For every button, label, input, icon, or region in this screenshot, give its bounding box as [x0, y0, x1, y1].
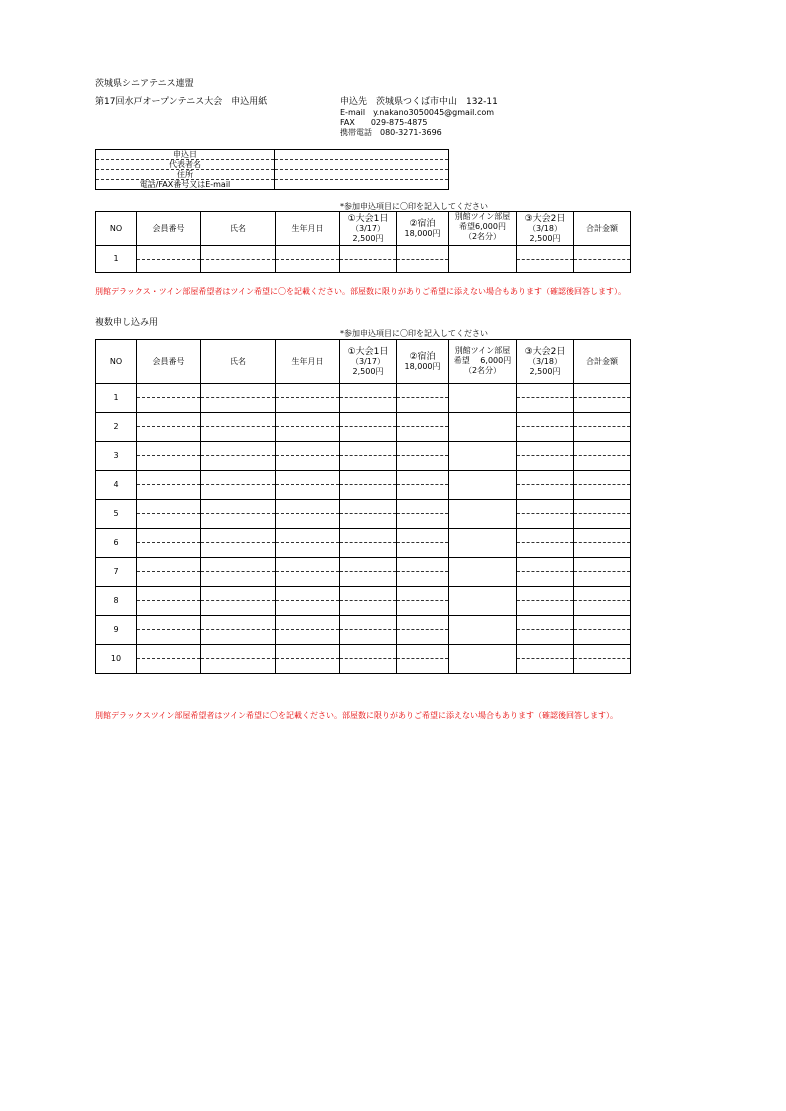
birth-cell[interactable] [276, 442, 340, 456]
org-name: 茨城県シニアテニス連盟 [95, 79, 194, 89]
header-day2-date: （3/18） [528, 356, 562, 366]
date-field[interactable] [275, 150, 449, 160]
day2-cell[interactable] [517, 558, 574, 572]
total-cell[interactable] [574, 659, 631, 674]
total-cell[interactable] [574, 427, 631, 442]
row-number: 5 [96, 500, 137, 529]
birth-cell[interactable] [276, 659, 340, 674]
row-number: 10 [96, 645, 137, 674]
name-cell[interactable] [201, 442, 276, 456]
name-cell[interactable] [201, 601, 276, 616]
header-no: NO [96, 340, 137, 384]
annex-cell[interactable] [449, 616, 517, 645]
member-no-cell[interactable] [137, 543, 201, 558]
day2-cell[interactable] [517, 572, 574, 587]
member-no-cell[interactable] [137, 260, 201, 273]
stay-cell[interactable] [397, 616, 449, 630]
entry-row-lower [96, 572, 631, 587]
total-cell[interactable] [574, 543, 631, 558]
day2-cell[interactable] [517, 427, 574, 442]
stay-cell[interactable] [397, 246, 449, 260]
stay-cell[interactable] [397, 543, 449, 558]
address-field[interactable] [275, 170, 449, 180]
name-cell[interactable] [201, 572, 276, 587]
name-cell[interactable] [201, 543, 276, 558]
member-no-cell[interactable] [137, 645, 201, 659]
header-member-no: 会員番号 [137, 212, 201, 246]
row-number: 3 [96, 442, 137, 471]
day1-cell[interactable] [340, 456, 397, 471]
birth-cell[interactable] [276, 398, 340, 413]
total-cell[interactable] [574, 514, 631, 529]
total-cell[interactable] [574, 398, 631, 413]
total-cell[interactable] [574, 645, 631, 659]
name-cell[interactable] [201, 659, 276, 674]
member-no-cell[interactable] [137, 427, 201, 442]
row-number: 8 [96, 587, 137, 616]
day1-cell[interactable] [340, 558, 397, 572]
birth-cell[interactable] [276, 645, 340, 659]
name-cell[interactable] [201, 645, 276, 659]
day2-cell[interactable] [517, 616, 574, 630]
total-cell[interactable] [574, 630, 631, 645]
total-cell[interactable] [574, 616, 631, 630]
header-annex-title: 別館ツイン部屋 [454, 212, 511, 221]
header-stay-title: ②宿泊 [409, 351, 436, 362]
single-warning: 別館デラックス・ツイン部屋希望者はツイン希望に〇を記載ください。部屋数に限りがありご希望に添えない場合もあります（確認後回答します）。 [95, 287, 626, 296]
header-annex-note: （2名分） [463, 232, 502, 241]
header-day2 [517, 212, 574, 246]
header-annex-note: （2名分） [463, 366, 502, 375]
header-day2-date: （3/18） [528, 223, 562, 233]
stay-cell[interactable] [397, 442, 449, 456]
annex-cell[interactable] [449, 558, 517, 587]
stay-cell[interactable] [397, 485, 449, 500]
member-no-cell[interactable] [137, 587, 201, 601]
row-number: 2 [96, 413, 137, 442]
day2-cell[interactable] [517, 413, 574, 427]
day1-cell[interactable] [340, 587, 397, 601]
entry-row [96, 587, 631, 601]
header-day2 [517, 340, 574, 384]
birth-cell[interactable] [276, 413, 340, 427]
form-title: 第17回水戸オープンテニス大会 申込用紙 [95, 97, 268, 107]
single-entry-table [95, 211, 631, 273]
annex-cell[interactable] [449, 471, 517, 500]
day2-cell[interactable] [517, 260, 574, 273]
day2-cell[interactable] [517, 485, 574, 500]
member-no-cell[interactable] [137, 246, 201, 260]
header-day2-fee: 2,500円 [529, 233, 561, 243]
member-no-cell[interactable] [137, 616, 201, 630]
row-number: 6 [96, 529, 137, 558]
entry-row-lower [96, 260, 631, 273]
birth-cell[interactable] [276, 456, 340, 471]
header-stay [397, 340, 449, 384]
day2-cell[interactable] [517, 456, 574, 471]
row-number: 1 [96, 246, 137, 273]
entry-row-lower [96, 543, 631, 558]
stay-cell[interactable] [397, 456, 449, 471]
name-cell[interactable] [201, 456, 276, 471]
birth-cell[interactable] [276, 587, 340, 601]
total-cell[interactable] [574, 558, 631, 572]
member-no-cell[interactable] [137, 659, 201, 674]
header-birth: 生年月日 [276, 212, 340, 246]
day2-cell[interactable] [517, 471, 574, 485]
header-member-no: 会員番号 [137, 340, 201, 384]
header-annex-title: 別館ツイン部屋 [454, 346, 511, 355]
stay-cell[interactable] [397, 558, 449, 572]
birth-cell[interactable] [276, 630, 340, 645]
birth-cell[interactable] [276, 514, 340, 529]
header-annex [449, 340, 517, 384]
header-day2-title: ③大会2日 [524, 346, 566, 357]
annex-cell[interactable] [449, 384, 517, 413]
multi-entry-table [95, 339, 631, 674]
name-cell[interactable] [201, 558, 276, 572]
day1-cell[interactable] [340, 572, 397, 587]
header-birth: 生年月日 [276, 340, 340, 384]
day1-cell[interactable] [340, 630, 397, 645]
day1-cell[interactable] [340, 413, 397, 427]
member-no-cell[interactable] [137, 572, 201, 587]
stay-cell[interactable] [397, 587, 449, 601]
phone-field[interactable] [275, 180, 449, 190]
entry-row [96, 471, 631, 485]
row-number: 7 [96, 558, 137, 587]
day2-cell[interactable] [517, 659, 574, 674]
day2-cell[interactable] [517, 500, 574, 514]
birth-cell[interactable] [276, 572, 340, 587]
day1-cell[interactable] [340, 260, 397, 273]
total-cell[interactable] [574, 471, 631, 485]
name-cell[interactable] [201, 529, 276, 543]
member-no-cell[interactable] [137, 398, 201, 413]
member-no-cell[interactable] [137, 514, 201, 529]
date-label: 申込日 [96, 150, 275, 160]
day1-cell[interactable] [340, 601, 397, 616]
stay-cell[interactable] [397, 260, 449, 273]
day1-cell[interactable] [340, 529, 397, 543]
header-name: 氏名 [201, 340, 276, 384]
row-number: 1 [96, 384, 137, 413]
member-no-cell[interactable] [137, 558, 201, 572]
applicant-row-phone [96, 180, 449, 190]
birth-cell[interactable] [276, 601, 340, 616]
applicant-row-address [96, 170, 449, 180]
day1-cell[interactable] [340, 427, 397, 442]
day1-cell[interactable] [340, 442, 397, 456]
header-name: 氏名 [201, 212, 276, 246]
day1-cell[interactable] [340, 384, 397, 398]
birth-cell[interactable] [276, 558, 340, 572]
contact-email: E-mail y.nakano3050045@gmail.com [340, 108, 495, 117]
applicant-row-rep [96, 160, 449, 170]
annex-cell[interactable] [449, 529, 517, 558]
day1-cell[interactable] [340, 471, 397, 485]
birth-cell[interactable] [276, 471, 340, 485]
entry-row-lower [96, 630, 631, 645]
header-day2-title: ③大会2日 [524, 213, 566, 224]
header-stay-fee: 18,000円 [404, 228, 441, 238]
day1-cell[interactable] [340, 543, 397, 558]
stay-cell[interactable] [397, 413, 449, 427]
total-cell[interactable] [574, 260, 631, 273]
name-cell[interactable] [201, 616, 276, 630]
birth-cell[interactable] [276, 384, 340, 398]
day2-cell[interactable] [517, 645, 574, 659]
total-cell[interactable] [574, 246, 631, 260]
entry-row [96, 413, 631, 427]
name-cell[interactable] [201, 427, 276, 442]
name-cell[interactable] [201, 398, 276, 413]
day2-cell[interactable] [517, 442, 574, 456]
member-no-cell[interactable] [137, 500, 201, 514]
entry-row [96, 645, 631, 659]
header-day1-title: ①大会1日 [347, 346, 389, 357]
header-annex [449, 212, 517, 246]
total-cell[interactable] [574, 442, 631, 456]
stay-cell[interactable] [397, 645, 449, 659]
entry-row-lower [96, 398, 631, 413]
member-no-cell[interactable] [137, 471, 201, 485]
phone-label: 電話/FAX番号又はE-mail [96, 180, 275, 190]
header-no: NO [96, 212, 137, 246]
multi-header-row [96, 340, 631, 384]
entry-row-lower [96, 514, 631, 529]
annex-cell[interactable] [449, 246, 517, 273]
annex-cell[interactable] [449, 500, 517, 529]
entry-row-lower [96, 427, 631, 442]
day2-cell[interactable] [517, 601, 574, 616]
day1-cell[interactable] [340, 645, 397, 659]
single-header-row [96, 212, 631, 246]
header-total: 合計金額 [574, 212, 631, 246]
total-cell[interactable] [574, 500, 631, 514]
annex-cell[interactable] [449, 442, 517, 471]
total-cell[interactable] [574, 456, 631, 471]
birth-cell[interactable] [276, 260, 340, 273]
day1-cell[interactable] [340, 485, 397, 500]
stay-cell[interactable] [397, 630, 449, 645]
total-cell[interactable] [574, 587, 631, 601]
name-cell[interactable] [201, 630, 276, 645]
day2-cell[interactable] [517, 246, 574, 260]
stay-cell[interactable] [397, 398, 449, 413]
multi-section-title: 複数申し込み用 [95, 318, 159, 328]
day2-cell[interactable] [517, 543, 574, 558]
contact-fax: FAX 029-875-4875 [340, 118, 428, 127]
name-cell[interactable] [201, 485, 276, 500]
member-no-cell[interactable] [137, 601, 201, 616]
header-day1 [340, 340, 397, 384]
stay-cell[interactable] [397, 572, 449, 587]
annex-cell[interactable] [449, 413, 517, 442]
stay-cell[interactable] [397, 659, 449, 674]
birth-cell[interactable] [276, 427, 340, 442]
applicant-row-date [96, 150, 449, 160]
stay-cell[interactable] [397, 529, 449, 543]
entry-row [96, 442, 631, 456]
stay-cell[interactable] [397, 514, 449, 529]
name-cell[interactable] [201, 246, 276, 260]
entry-row [96, 529, 631, 543]
member-no-cell[interactable] [137, 485, 201, 500]
entry-row [96, 246, 631, 260]
header-annex-fee: 希望6,000円 [459, 222, 506, 231]
single-note: *参加申込項目に〇印を記入してください [340, 202, 488, 211]
name-cell[interactable] [201, 514, 276, 529]
birth-cell[interactable] [276, 529, 340, 543]
header-day1-date: （3/17） [351, 356, 385, 366]
header-day1-title: ①大会1日 [347, 213, 389, 224]
name-cell[interactable] [201, 500, 276, 514]
rep-label: 代表者名 [96, 160, 275, 170]
name-cell[interactable] [201, 587, 276, 601]
contact-address: 申込先 茨城県つくば市中山 132-11 [340, 97, 498, 107]
header-day1-fee: 2,500円 [352, 366, 384, 376]
stay-cell[interactable] [397, 427, 449, 442]
entry-row-lower [96, 601, 631, 616]
annex-cell[interactable] [449, 645, 517, 674]
header-day1-fee: 2,500円 [352, 233, 384, 243]
entry-row-lower [96, 485, 631, 500]
multi-note: *参加申込項目に〇印を記入してください [340, 329, 488, 338]
day2-cell[interactable] [517, 384, 574, 398]
day2-cell[interactable] [517, 514, 574, 529]
birth-cell[interactable] [276, 246, 340, 260]
day1-cell[interactable] [340, 659, 397, 674]
row-number: 9 [96, 616, 137, 645]
member-no-cell[interactable] [137, 456, 201, 471]
header-day2-fee: 2,500円 [529, 366, 561, 376]
entry-row-lower [96, 456, 631, 471]
day2-cell[interactable] [517, 398, 574, 413]
birth-cell[interactable] [276, 500, 340, 514]
birth-cell[interactable] [276, 616, 340, 630]
total-cell[interactable] [574, 529, 631, 543]
day1-cell[interactable] [340, 500, 397, 514]
entry-row [96, 384, 631, 398]
day1-cell[interactable] [340, 514, 397, 529]
total-cell[interactable] [574, 572, 631, 587]
day2-cell[interactable] [517, 529, 574, 543]
day1-cell[interactable] [340, 398, 397, 413]
birth-cell[interactable] [276, 543, 340, 558]
name-cell[interactable] [201, 260, 276, 273]
total-cell[interactable] [574, 601, 631, 616]
contact-phone: 携帯電話 080-3271-3696 [340, 128, 442, 137]
day1-cell[interactable] [340, 616, 397, 630]
name-cell[interactable] [201, 384, 276, 398]
member-no-cell[interactable] [137, 413, 201, 427]
birth-cell[interactable] [276, 485, 340, 500]
member-no-cell[interactable] [137, 442, 201, 456]
row-number: 4 [96, 471, 137, 500]
day2-cell[interactable] [517, 630, 574, 645]
day1-cell[interactable] [340, 246, 397, 260]
total-cell[interactable] [574, 384, 631, 398]
header-total: 合計金額 [574, 340, 631, 384]
stay-cell[interactable] [397, 601, 449, 616]
rep-field[interactable] [275, 160, 449, 170]
total-cell[interactable] [574, 413, 631, 427]
entry-row [96, 500, 631, 514]
member-no-cell[interactable] [137, 384, 201, 398]
day2-cell[interactable] [517, 587, 574, 601]
name-cell[interactable] [201, 471, 276, 485]
entry-row [96, 558, 631, 572]
stay-cell[interactable] [397, 500, 449, 514]
header-stay-title: ②宿泊 [409, 218, 436, 229]
header-day1 [340, 212, 397, 246]
multi-warning: 別館デラックスツイン部屋希望者はツイン希望に〇を記載ください。部屋数に限りがありご希望に添えない場合もあります（確認後回答します）。 [95, 711, 618, 720]
member-no-cell[interactable] [137, 529, 201, 543]
stay-cell[interactable] [397, 471, 449, 485]
entry-row-lower [96, 659, 631, 674]
name-cell[interactable] [201, 413, 276, 427]
address-label: 住所 [96, 170, 275, 180]
total-cell[interactable] [574, 485, 631, 500]
member-no-cell[interactable] [137, 630, 201, 645]
stay-cell[interactable] [397, 384, 449, 398]
header-stay [397, 212, 449, 246]
annex-cell[interactable] [449, 587, 517, 616]
header-stay-fee: 18,000円 [404, 361, 441, 371]
header-annex-fee: 希望 6,000円 [453, 356, 512, 365]
entry-row [96, 616, 631, 630]
header-day1-date: （3/17） [351, 223, 385, 233]
applicant-info-table [95, 149, 449, 190]
